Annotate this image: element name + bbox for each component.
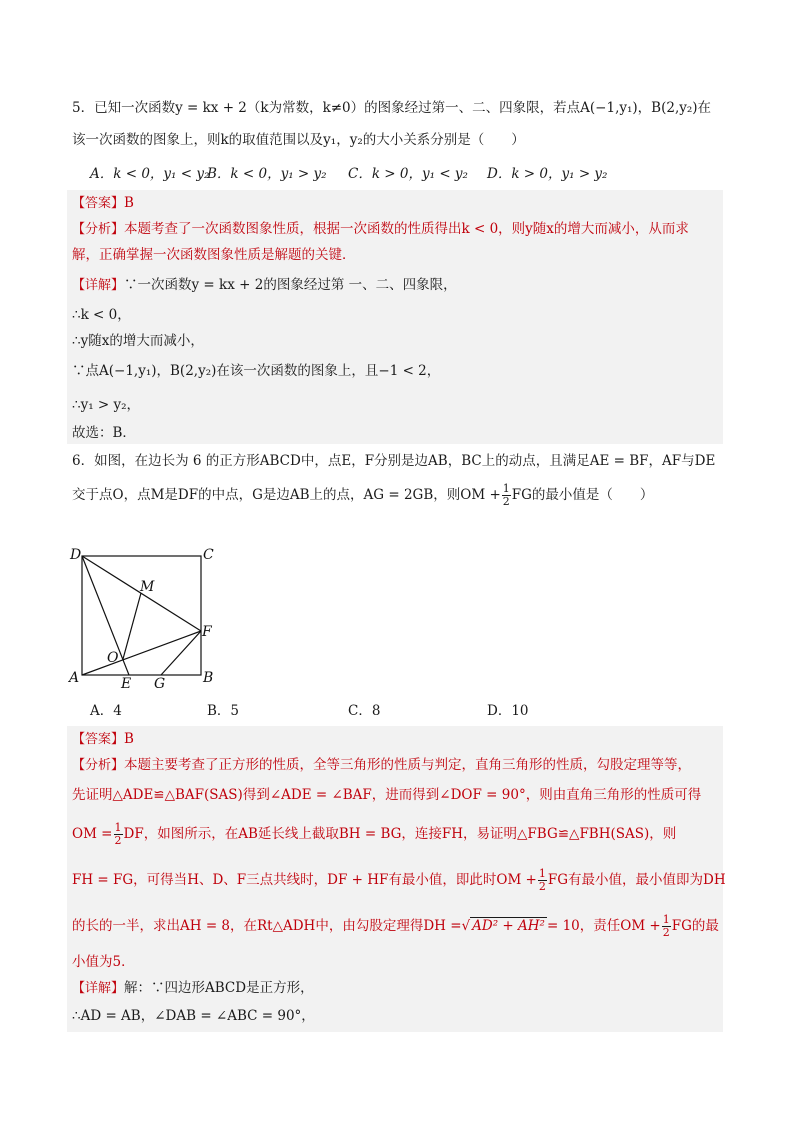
label-e: E [121, 676, 132, 692]
answer-label: 【答案】 [72, 732, 125, 747]
q5-detail-line2: ∴k < 0， [72, 307, 131, 323]
label-m: M [140, 579, 155, 595]
fraction-denominator: 2 [114, 834, 122, 847]
q6-option-a: A．4 [90, 703, 122, 719]
analysis-line4-part2: 三点共线时，DF + HF有最小值，即此时OM + [246, 872, 537, 888]
answer-value: B [124, 195, 134, 211]
detail-text: ∵一次函数y = kx + 2的图象经过第 一、二、四象限， [124, 277, 457, 293]
q6-analysis-line6: 小值为5． [72, 954, 135, 970]
fraction-numerator: 1 [502, 482, 510, 495]
segment-om [123, 593, 141, 659]
analysis-label: 【分析】 [72, 758, 125, 773]
analysis-line5-part2: = 10，责任OM + [546, 918, 661, 934]
q5-detail-line6: 故选：B． [72, 425, 136, 441]
detail-label: 【详解】 [72, 278, 125, 293]
q6-stem-line2-part1: 交于点O，点M是DF的中点，G是边AB上的点，AG = 2GB，则OM + [72, 487, 501, 503]
q5-detail-line1 [72, 275, 457, 296]
analysis-line4-part1: FH = FG，可得当 [72, 872, 188, 888]
q5-answer [72, 193, 134, 214]
answer-label: 【答案】 [72, 196, 125, 211]
q6-analysis-line4 [72, 868, 726, 893]
sqrt-expression: AD² + AH² [472, 918, 545, 934]
analysis-text: 本题主要考查了正方形的性质，全等三角形的性质与判定，直角三角形的性质，勾股定理等等， [124, 757, 692, 773]
q6-stem-line1: 6．如图，在边长为 6 的正方形ABCD中，点E，F分别是边AB，BC上的动点，且满足AE = BF，AF与DE [72, 453, 716, 469]
q6-stem-line2 [72, 483, 653, 508]
q5-option-a: A．k < 0，y₁ < y₂ [90, 166, 210, 182]
q6-analysis-line3 [72, 822, 676, 847]
analysis-label: 【分析】 [72, 222, 125, 237]
analysis-line3-part1: OM = [72, 826, 113, 842]
q6-analysis-line2: 先证明△ADE≌△BAF(SAS)得到∠ADE = ∠BAF，进而得到∠DOF = 90°，则由直角三角形的性质可得 [72, 787, 702, 803]
analysis-text: 本题考查了一次函数图象性质，根据一次函数的性质得出k < 0，则y随x的增大而减小，从而求 [124, 221, 689, 237]
answer-value: B [124, 731, 134, 747]
q5-option-b: B．k < 0，y₁ > y₂ [207, 166, 327, 182]
q5-option-c: C．k > 0，y₁ < y₂ [348, 166, 468, 182]
analysis-line4-part3: FG有最小值，最小值即为DH [547, 872, 726, 888]
q5-detail-line3: ∴y随x的增大而减小， [72, 333, 204, 349]
fraction-numerator: 1 [662, 913, 670, 926]
q5-option-d: D．k > 0，y₁ > y₂ [487, 166, 608, 182]
fraction-denominator: 2 [538, 880, 546, 893]
fraction-denominator: 2 [662, 926, 670, 939]
fraction-half [114, 822, 123, 847]
label-a: A [69, 670, 80, 686]
segment-af [82, 631, 201, 675]
q6-option-c: C．8 [348, 703, 381, 719]
square-abcd-figure [60, 540, 230, 692]
label-c: C [203, 547, 214, 563]
q5-detail-line5: ∴y₁ > y₂， [72, 397, 141, 413]
label-g: G [154, 676, 166, 692]
label-b: B [203, 670, 214, 686]
segment-fg [161, 631, 201, 675]
fraction-half [538, 868, 547, 893]
label-o: O [107, 650, 119, 666]
q5-analysis-line2: 解，正确掌握一次函数图象性质是解题的关键． [72, 247, 356, 263]
detail-label: 【详解】 [72, 981, 125, 996]
q6-analysis-line1 [72, 755, 691, 776]
label-d: D [70, 547, 82, 563]
q6-analysis-line5: 的长的一半，求出AH = 8，在Rt△ADH中，由勾股定理得DH =√ AD² + AH² = 10，责任OM + $\frac{1}{2}$ FG的最 [72, 913, 719, 939]
fraction-half [662, 914, 671, 939]
label-f: F [202, 624, 212, 640]
fraction-numerator: 1 [114, 821, 122, 834]
q6-detail-line1 [72, 978, 314, 999]
analysis-line5-part1: 的长的一半，求出AH = 8，在Rt△ADH中，由勾股定理得DH = [72, 918, 462, 934]
q6-stem-line2-part2: FG的最小值是（ ） [511, 487, 654, 503]
analysis-line5-part3: FG的最 [671, 918, 719, 934]
q6-detail-line2: ∴AD = AB，∠DAB = ∠ABC = 90°， [72, 1008, 315, 1024]
analysis-line3-part2: DF，如图所示，在AB延长线上截取BH = BG，连接FH，易证明△FBG≌△FBH(SAS)，则 [123, 826, 677, 842]
q6-answer [72, 729, 134, 750]
q5-detail-line4: ∵点A(−1,y₁)，B(2,y₂)在该一次函数的图象上，且−1 < 2， [72, 363, 441, 379]
fraction-half [502, 483, 511, 508]
segment-de [82, 556, 129, 675]
fraction-numerator: 1 [538, 867, 546, 880]
analysis-line4-points: H、D、F [187, 872, 247, 888]
fraction-denominator: 2 [502, 495, 510, 508]
q5-analysis-line1 [72, 219, 689, 240]
q6-option-d: D．10 [487, 703, 529, 719]
q6-option-b: B．5 [207, 703, 240, 719]
q5-stem-line2: 该一次函数的图象上，则k的取值范围以及y₁，y₂的大小关系分别是（ ） [72, 132, 525, 148]
q5-stem-line1: 5．已知一次函数y = kx + 2（k为常数，k≠0）的图象经过第一、二、四象限，若点A(−1,y₁)，B(2,y₂)在 [72, 100, 712, 116]
detail-text: 解：∵四边形ABCD是正方形， [124, 980, 314, 996]
square-abcd [82, 556, 201, 675]
